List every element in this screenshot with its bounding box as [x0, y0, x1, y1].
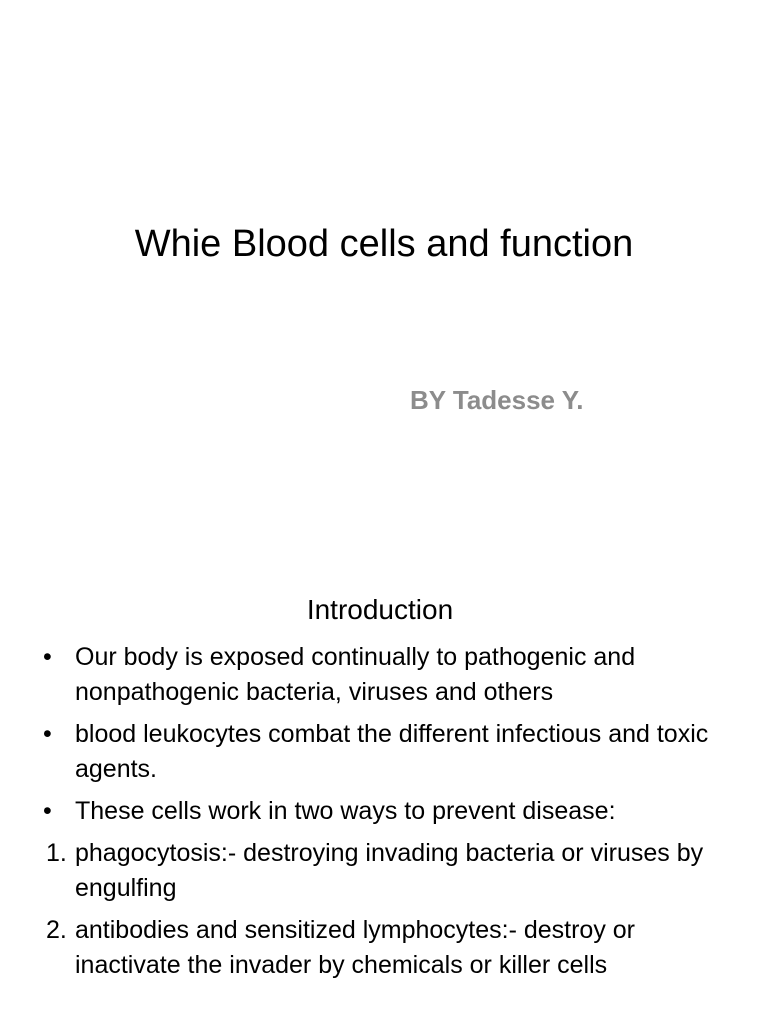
- bullet-marker: •: [43, 797, 52, 825]
- list-item-text: phagocytosis:- destroying invading bacteria or viruses by engulfing: [75, 839, 704, 902]
- bullet-marker: •: [43, 720, 52, 748]
- section-heading: Introduction: [306, 594, 454, 625]
- list-item-text: Our body is exposed continually to pathogenic and nonpathogenic bacteria, viruses and others: [75, 643, 636, 706]
- list-item: [40, 640, 730, 710]
- list-item-text: antibodies and sensitized lymphocytes:- destroy or inactivate the invader by chemicals or killer cells: [75, 916, 636, 979]
- introduction-slide: [0, 576, 768, 1024]
- bullet-marker: •: [43, 643, 52, 671]
- content-list: [40, 640, 730, 990]
- list-item-text: These cells work in two ways to prevent disease:: [75, 797, 616, 825]
- number-marker: 2.: [46, 916, 67, 944]
- list-item: [40, 717, 730, 787]
- slide-subtitle-author: BY Tadesse Y.: [410, 385, 584, 415]
- number-marker: 1.: [46, 839, 67, 867]
- list-item: [40, 794, 730, 829]
- list-item: [40, 836, 730, 906]
- list-item: [40, 913, 730, 983]
- slide-title: Whie Blood cells and function: [134, 223, 634, 265]
- list-item-text: blood leukocytes combat the different infectious and toxic agents.: [75, 720, 709, 783]
